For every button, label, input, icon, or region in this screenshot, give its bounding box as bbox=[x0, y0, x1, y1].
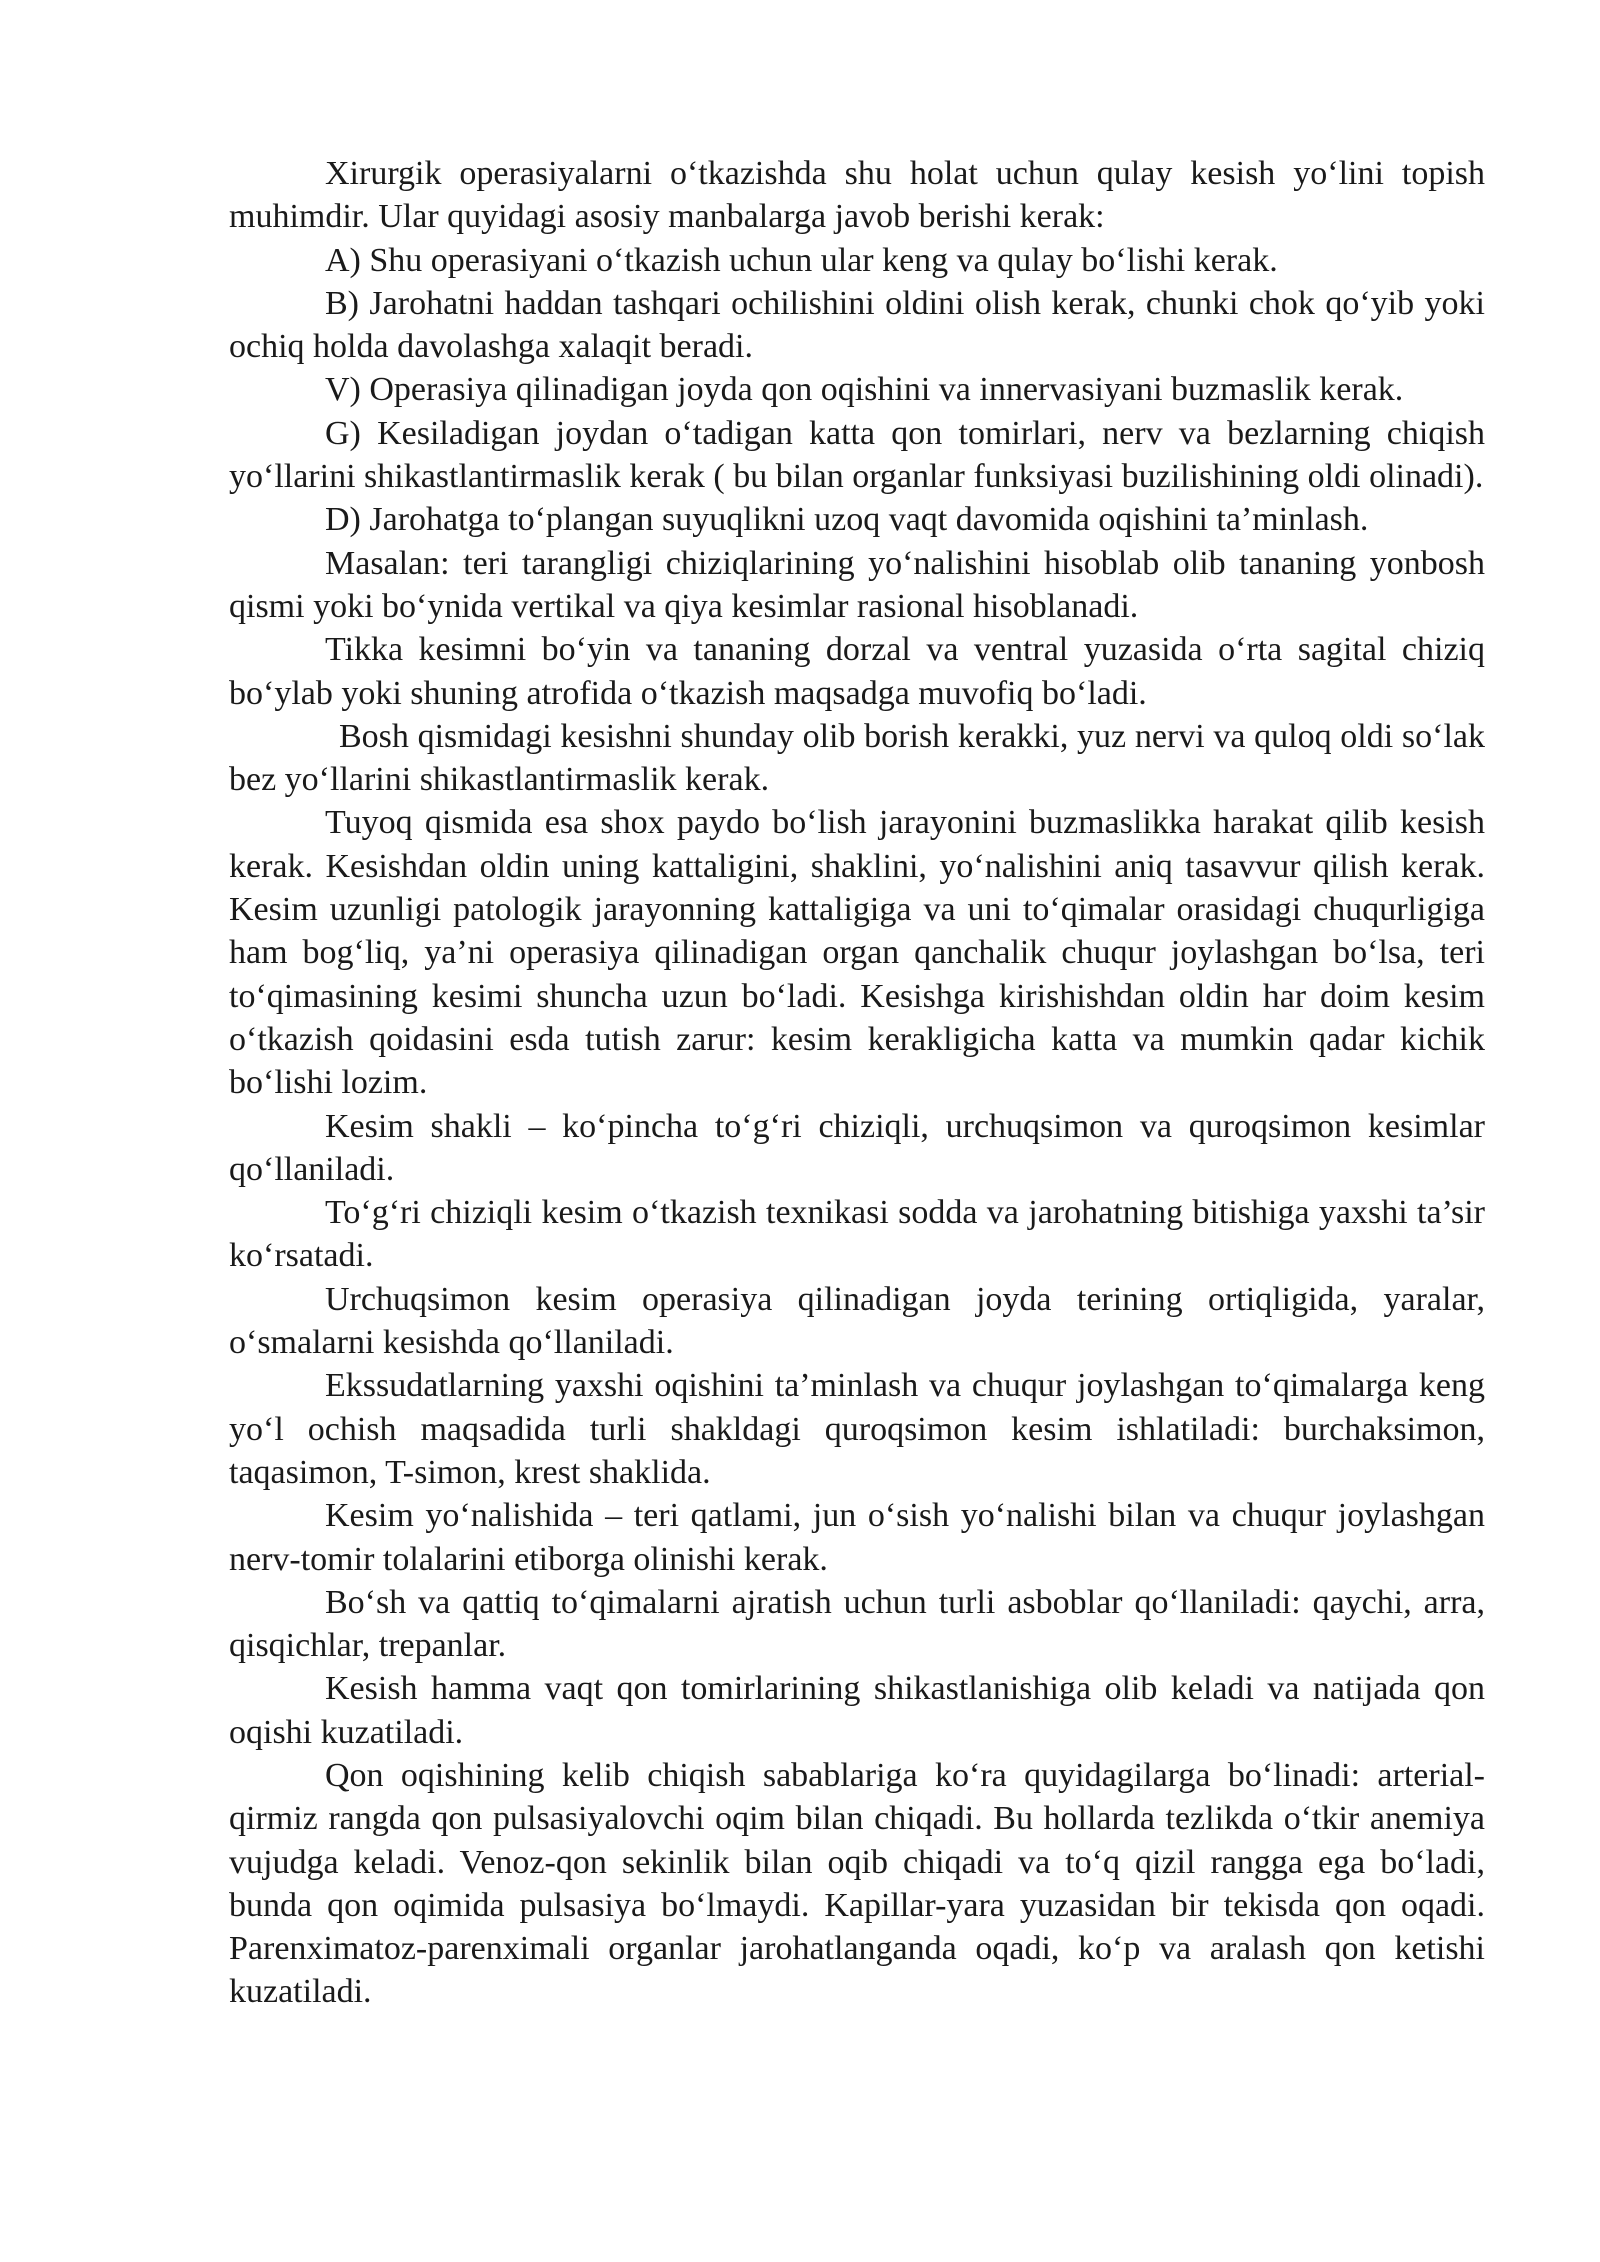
paragraph-intro: Xirurgik operasiyalarni o‘tkazishda shu holat uchun qulay kesish yo‘lini topish muhimdir. Ular quyidagi asosiy manbalarga javob berishi kerak: bbox=[229, 155, 1485, 236]
paragraph-item-g: G) Kesiladigan joydan o‘tadigan katta qon tomirlari, nerv va bezlarning chiqish yo‘llarini shikastlantirmaslik kerak ( bu bilan organlar funksiyasi buzilishining oldi olinadi). bbox=[229, 414, 1485, 496]
document-page bbox=[229, 152, 1485, 2014]
paragraph-item-v: V) Operasiya qilinadigan joyda qon oqishini va innervasiyani buzmaslik kerak. bbox=[325, 371, 1404, 409]
paragraph-bleeding: Kesish hamma vaqt qon tomirlarining shikastlanishiga olib keladi va natijada qon oqishi kuzatiladi. bbox=[229, 1670, 1485, 1751]
paragraph-item-a: A) Shu operasiyani o‘tkazish uchun ular keng va qulay bo‘lishi kerak. bbox=[325, 241, 1278, 279]
paragraph-bleeding-types: Qon oqishining kelib chiqish sabablariga ko‘ra quyidagilarga bo‘linadi: arterial-qirmiz rangda qon pulsasiyalovchi oqim bilan chiqadi. Bu hollarda tezlikda o‘tkir anemiya vujudga keladi. Venoz-qon sekinlik bilan oqib chiqadi va to‘q qizil rangga ega bo‘ladi, bunda qon oqimida pulsasiya bo‘lmaydi. Kapillar-yara yuzasidan bir tekisda qon oqadi. Parenximatoz-parenximali organlar jarohatlanganda oqadi, ko‘p va aralash qon ketishi kuzatiladi. bbox=[229, 1756, 1485, 2011]
paragraph-example: Masalan: teri tarangligi chiziqlarining yo‘nalishini hisoblab olib tananing yonbosh qismi yoki bo‘ynida vertikal va qiya kesimlar rasional hisoblanadi. bbox=[229, 544, 1485, 625]
paragraph-straight-cut: To‘g‘ri chiziqli kesim o‘tkazish texnikasi sodda va jarohatning bitishiga yaxshi ta’sir ko‘rsatadi. bbox=[229, 1194, 1485, 1275]
paragraph-spindle-cut: Urchuqsimon kesim operasiya qilinadigan joyda terining ortiqligida, yaralar, o‘smalarni kesishda qo‘llaniladi. bbox=[229, 1280, 1485, 1362]
paragraph-head-cut: Bosh qismidagi kesishni shunday olib borish kerakki, yuz nervi va quloq oldi so‘lak bez yo‘llarini shikastlantirmaslik kerak. bbox=[229, 717, 1485, 799]
paragraph-item-d: D) Jarohatga to‘plangan suyuqlikni uzoq vaqt davomida oqishini ta’minlash. bbox=[325, 501, 1369, 539]
paragraph-hoof-cut: Tuyoq qismida esa shox paydo bo‘lish jarayonini buzmaslikka harakat qilib kesish kerak. Kesishdan oldin uning kattaligini, shaklini, yo‘nalishini aniq tasavvur qilish kerak. Kesim uzunligi patologik jarayonning kattaligiga va uni to‘qimalar orasidagi chuqurligiga ham bog‘liq, ya’ni operasiya qilinadigan organ qanchalik chuqur joylashgan bo‘lsa, teri to‘qimasining kesimi shuncha uzun bo‘ladi. Kesishga kirishishdan oldin har doim kesim o‘tkazish qoidasini esda tutish zarur: kesim kerakligicha katta va mumkin qadar kichik bo‘lishi lozim. bbox=[229, 804, 1485, 1102]
paragraph-cut-direction: Kesim yo‘nalishida – teri qatlami, jun o‘sish yo‘nalishi bilan va chuqur joylashgan nerv-tomir tolalarini etiborga olinishi kerak. bbox=[229, 1497, 1485, 1578]
paragraph-tools: Bo‘sh va qattiq to‘qimalarni ajratish uchun turli asboblar qo‘llaniladi: qaychi, arra, qisqichlar, trepanlar. bbox=[229, 1583, 1485, 1665]
paragraph-vertical-cut: Tikka kesimni bo‘yin va tananing dorzal va ventral yuzasida o‘rta sagital chiziq bo‘ylab yoki shuning atrofida o‘tkazish maqsadga muvofiq bo‘ladi. bbox=[229, 631, 1485, 712]
paragraph-item-b: B) Jarohatni haddan tashqari ochilishini oldini olish kerak, chunki chok qo‘yib yoki ochiq holda davolashga xalaqit beradi. bbox=[229, 284, 1485, 366]
paragraph-flap-cut: Ekssudatlarning yaxshi oqishini ta’minlash va chuqur joylashgan to‘qimalarga keng yo‘l ochish maqsadida turli shakldagi quroqsimon kesim ishlatiladi: burchaksimon, taqasimon, T-simon, krest shaklida. bbox=[229, 1367, 1485, 1491]
paragraph-cut-shape: Kesim shakli – ko‘pincha to‘g‘ri chiziqli, urchuqsimon va quroqsimon kesimlar qo‘llaniladi. bbox=[229, 1107, 1485, 1188]
